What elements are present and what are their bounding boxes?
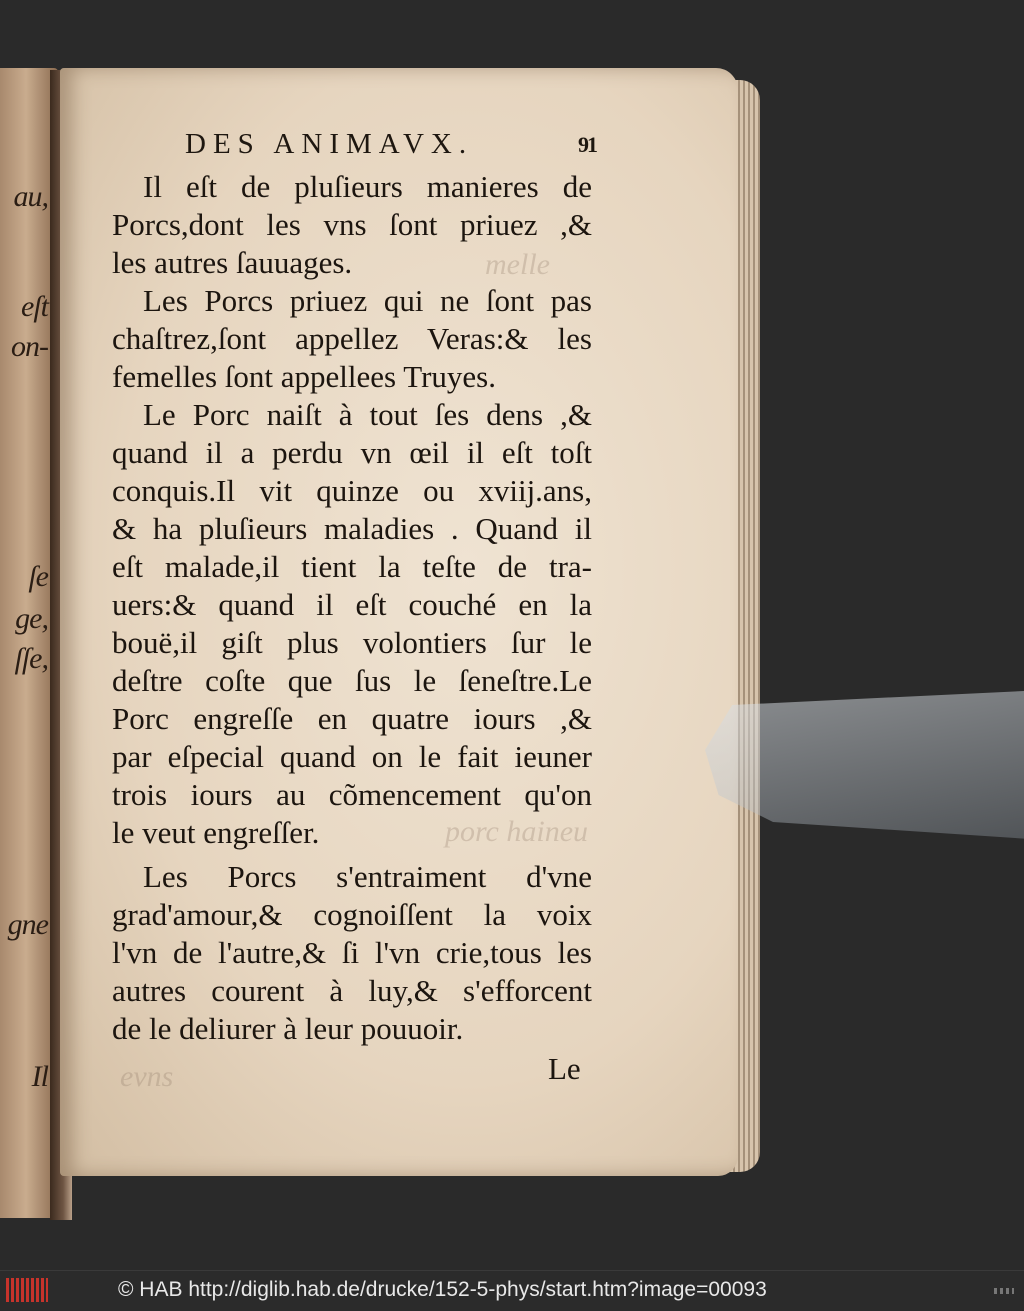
- show-through-text: evns: [120, 1060, 174, 1093]
- facing-page-fragment: ge,: [15, 602, 48, 635]
- text-line: eſt malade,il tient la teſte de tra-: [112, 549, 592, 584]
- text-line: uers:& quand il eſt couché en la: [112, 587, 592, 622]
- text-line: deſtre coſte que ſus le ſeneſtre.Le: [112, 663, 592, 698]
- text-line: trois iours au cõmencement qu'on: [112, 777, 592, 812]
- text-line: bouë,il giſt plus volontiers ſur le: [112, 625, 592, 660]
- text-line: autres courent à luy,& s'efforcent: [112, 973, 592, 1008]
- text-line: & ha pluſieurs maladies . Quand il: [112, 511, 592, 546]
- text-line: Les Porcs priuez qui ne ſont pas: [143, 283, 592, 318]
- text-line: les autres ſauuages.: [112, 245, 353, 280]
- text-line: Le Porc naiſt à tout ſes dens ,&: [143, 397, 592, 432]
- facing-page-fragment: eſt: [21, 290, 48, 323]
- hab-logo-icon: [6, 1278, 48, 1302]
- text-line: Porc engreſſe en quatre iours ,&: [112, 701, 592, 736]
- catchword: Le: [548, 1051, 581, 1086]
- text-line: grad'amour,& cognoiſſent la voix: [112, 897, 592, 932]
- facing-page-fragment: on-: [11, 330, 48, 363]
- show-through-text: melle: [485, 248, 550, 281]
- folio-number: 91: [578, 132, 596, 157]
- facing-page-fragment: ſſe,: [14, 642, 48, 675]
- more-dots-icon: [994, 1288, 1014, 1294]
- running-head: DES ANIMAVX.: [185, 128, 474, 160]
- text-line: femelles ſont appellees Truyes.: [112, 359, 496, 394]
- text-line: par eſpecial quand on le fait ieuner: [112, 739, 592, 774]
- text-line: chaſtrez,ſont appellez Veras:& les: [112, 321, 592, 356]
- facing-page-fragment: Il: [31, 1060, 48, 1093]
- text-line: Porcs,dont les vns ſont priuez ,&: [112, 207, 592, 242]
- text-line: Les Porcs s'entraiment d'vne: [143, 859, 592, 894]
- text-line: de le deliurer à leur pouuoir.: [112, 1011, 464, 1046]
- copyright-credit[interactable]: © HAB http://diglib.hab.de/drucke/152-5-phys/start.htm?image=00093: [118, 1278, 767, 1301]
- text-line: conquis.Il vit quinze ou xviij.ans,: [112, 473, 592, 508]
- text-line: l'vn de l'autre,& ſi l'vn crie,tous les: [112, 935, 592, 970]
- facing-page-fragment: au,: [13, 180, 48, 213]
- show-through-text: porc haineu: [445, 815, 589, 848]
- text-line: le veut engreſſer.: [112, 815, 320, 850]
- text-line: quand il a perdu vn œil il eſt toſt: [112, 435, 592, 470]
- text-line: Il eſt de pluſieurs manieres de: [143, 169, 592, 204]
- facing-page-fragment: gne: [7, 908, 48, 941]
- facing-page-fragment: ſe: [28, 560, 48, 593]
